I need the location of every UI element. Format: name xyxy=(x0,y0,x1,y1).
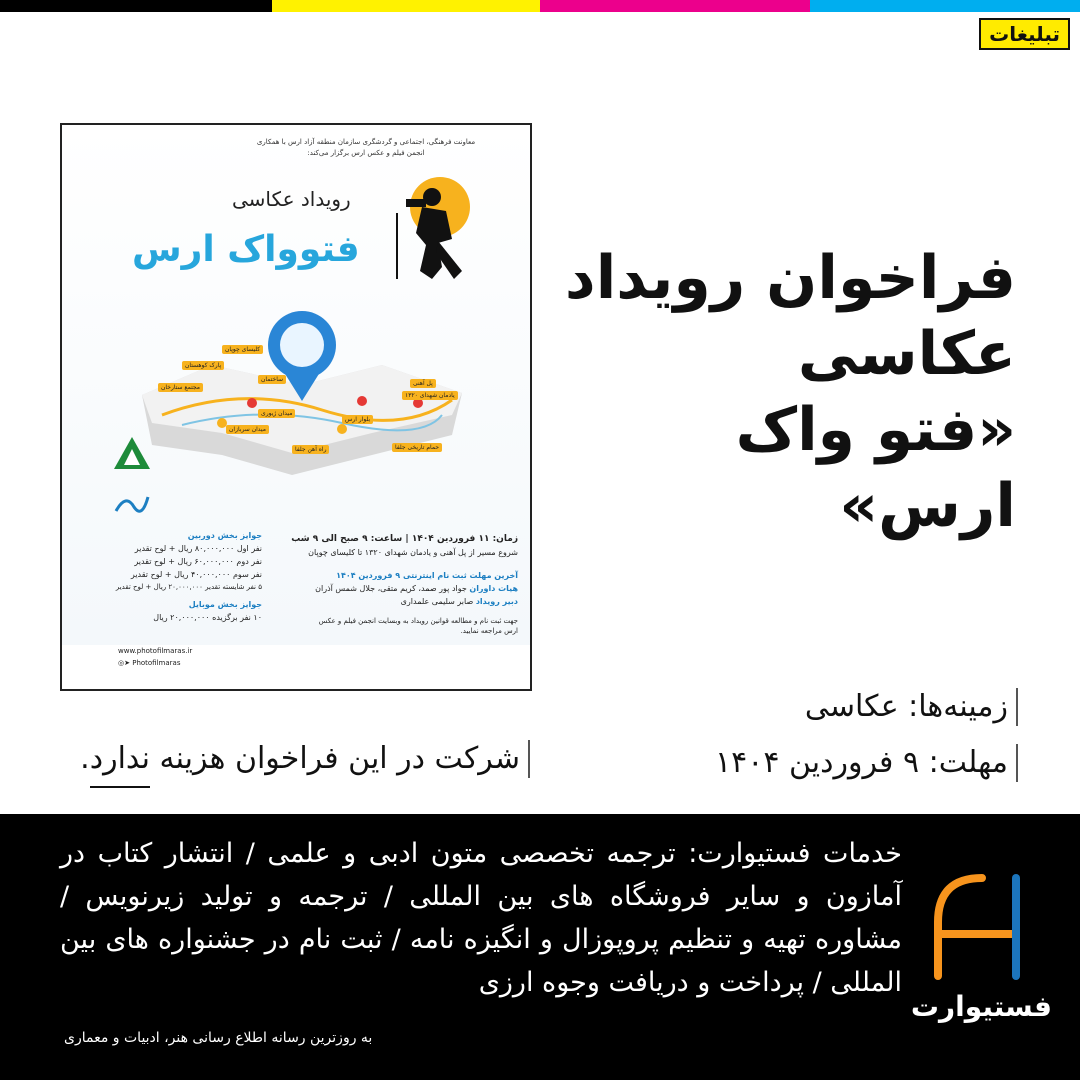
tagline: به روزترین رسانه اطلاع رسانی هنر، ادبیات و معماری xyxy=(64,1030,373,1046)
strip-yellow xyxy=(272,0,540,12)
map-label: پارک کوهستان xyxy=(182,361,224,370)
poster-footer xyxy=(118,645,192,669)
headline-line3: «فتو واک ارس» xyxy=(735,395,1016,541)
deadline-label: مهلت: ۹ فروردین ۱۴۰۴ xyxy=(715,744,1018,782)
poster-deadline: آخرین مهلت ثبت نام اینترنتی ۹ فروردین ۱۴۰۴ xyxy=(336,571,518,580)
telegram-icon: ➤ xyxy=(124,659,130,667)
fee-end: . xyxy=(80,741,90,776)
poster-time: زمان: ۱۱ فروردین ۱۴۰۴ | ساعت: ۹ صبح الی ۹ شب xyxy=(291,534,518,544)
map-label: کلیسای چوپان xyxy=(222,345,263,354)
map-label: حمام تاریخی جلفا xyxy=(392,443,442,452)
map-label: میدان ژیوری xyxy=(258,409,295,418)
fee-text: شرکت در این فراخوان هزینه xyxy=(159,741,520,776)
ad-badge: تبلیغات xyxy=(979,18,1070,50)
poster-website: www.photofilmaras.ir xyxy=(118,647,193,655)
map-label: یادمان شهدای ۱۳۲۰ xyxy=(402,391,458,400)
poster-event-label: رویداد عکاسی xyxy=(232,187,351,211)
strip-black xyxy=(0,0,272,12)
camera-prizes-title: جوایز بخش دوربین xyxy=(187,531,262,540)
prize-item: ۱۰ نفر برگزیده ۲۰,۰۰۰,۰۰۰ ریال xyxy=(153,613,262,622)
poster-jury-names: جواد پور صمد، کریم متقی، جلال شمس آذران xyxy=(315,584,467,593)
instagram-icon: ◎ xyxy=(118,659,125,667)
fields-label: زمینه‌ها: عکاسی xyxy=(805,688,1018,726)
map-label: ساختمان xyxy=(258,375,286,384)
map-label: بلوار ارس xyxy=(342,415,373,424)
color-strip xyxy=(0,0,1080,12)
strip-magenta xyxy=(540,0,810,12)
poster-intro xyxy=(216,137,516,159)
headline-line1: فراخوان رویداد xyxy=(564,243,1016,313)
aras-freezone-logo xyxy=(112,435,152,471)
poster-secretary-name: صابر سلیمی علمداری xyxy=(400,597,474,606)
mobile-prizes-title: جوایز بخش موبایل xyxy=(188,600,262,609)
map-label: پل آهنی xyxy=(410,379,436,388)
event-poster xyxy=(60,123,532,691)
poster-event-name: فتوواک ارس xyxy=(132,229,360,270)
services-text: خدمات فستیوارت: ترجمه تخصصی متون ادبی و علمی / انتشار کتاب در آمازون و سایر فروشگاه های بین المللی / ترجمه و تولید زیرنویس / مشاوره تهیه و تنظیم پروپوزال و انگیزه نامه / ثبت نام در جشنواره های بین المللی / پرداخت و دریافت وجوه ارزی xyxy=(60,838,902,998)
poster-secretary-label: دبیر رویداد xyxy=(475,597,518,606)
map-label: مجتمع ستارخان xyxy=(158,383,203,392)
poster-prizes xyxy=(112,529,262,624)
poster-register-note: جهت ثبت نام و مطالعه قوانین رویداد به وبسایت انجمن فیلم و عکس ارس مراجعه نمایید. xyxy=(318,617,518,635)
prize-item: نفر اول ۸۰,۰۰۰,۰۰۰ ریال + لوح تقدیر xyxy=(134,544,262,553)
sponsor-logos xyxy=(112,435,152,523)
headline xyxy=(556,240,1016,544)
poster-details xyxy=(258,533,518,636)
prize-item: ۵ نفر شایسته تقدیر ۲۰,۰۰۰,۰۰۰ ریال + لوح تقدیر xyxy=(115,583,262,591)
strip-cyan xyxy=(810,0,1080,12)
map-label: میدان سربازان xyxy=(226,425,269,434)
poster-route: شروع مسیر از پل آهنی و یادمان شهدای ۱۳۲۰ تا کلیسای چوپان xyxy=(308,548,518,557)
fee-negative: ندارد xyxy=(89,741,150,776)
headline-line2: عکاسی xyxy=(797,319,1016,389)
prize-item: نفر دوم ۶۰,۰۰۰,۰۰۰ ریال + لوح تقدیر xyxy=(134,557,262,566)
poster-intro-line1: معاونت فرهنگی، اجتماعی و گردشگری سازمان منطقه آزاد ارس با همکاری xyxy=(256,138,476,146)
brand-name: فستیوارت xyxy=(910,990,1052,1023)
film-photo-society-logo xyxy=(112,489,152,519)
fee-note xyxy=(60,740,530,778)
photographer-icon xyxy=(392,183,472,283)
festivart-logo xyxy=(932,872,1028,982)
poster-intro-line2: انجمن فیلم و عکس ارس برگزار می‌کند: xyxy=(307,149,425,157)
map-label: راه آهن جلفا xyxy=(292,445,329,454)
prize-item: نفر سوم ۴۰,۰۰۰,۰۰۰ ریال + لوح تقدیر xyxy=(130,570,262,579)
poster-social: Photofilmaras xyxy=(132,659,181,667)
poster-jury-label: هیات داوران xyxy=(469,584,518,593)
